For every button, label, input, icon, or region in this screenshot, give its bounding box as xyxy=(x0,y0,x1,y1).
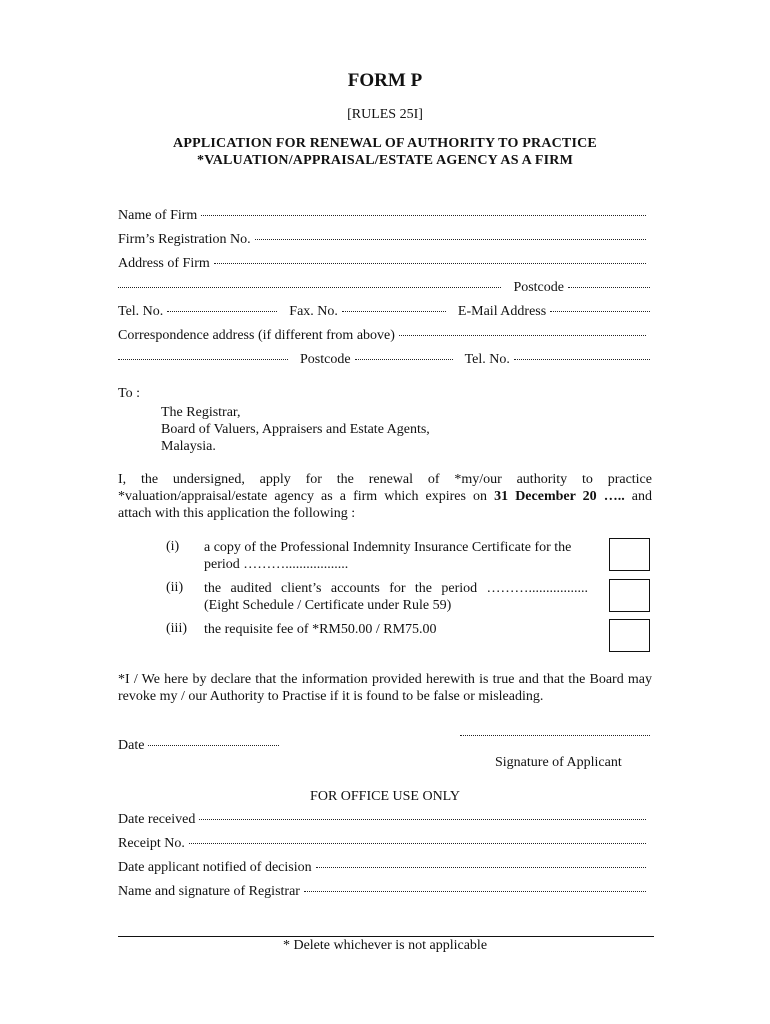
registrar-field[interactable] xyxy=(118,884,650,902)
postcode-line[interactable] xyxy=(568,287,650,288)
declaration-line-1: *I / We here by declare that the information provided herewith is true and that the Board may xyxy=(118,672,652,687)
item-3-number: (iii) xyxy=(166,621,187,636)
name-of-firm-line[interactable] xyxy=(201,215,646,216)
item-1-line-1: a copy of the Professional Indemnity Insurance Certificate for the xyxy=(204,540,572,555)
address-field[interactable] xyxy=(118,256,650,274)
receipt-no-label: Receipt No. xyxy=(118,836,185,851)
declaration xyxy=(118,671,652,705)
item-2-checkbox[interactable] xyxy=(609,579,650,612)
date-received-field[interactable] xyxy=(118,812,650,830)
fax-label: Fax. No. xyxy=(289,304,338,319)
registration-no-label: Firm’s Registration No. xyxy=(118,232,251,247)
correspondence-line-1[interactable] xyxy=(399,335,646,336)
item-2-number: (ii) xyxy=(166,580,184,595)
email-line[interactable] xyxy=(550,311,650,312)
office-use-title: FOR OFFICE USE ONLY xyxy=(310,789,460,804)
item-1-checkbox[interactable] xyxy=(609,538,650,571)
registration-no-line[interactable] xyxy=(255,239,646,240)
signature-label: Signature of Applicant xyxy=(495,755,622,770)
address-line-2[interactable] xyxy=(118,287,501,288)
form-heading xyxy=(0,135,770,169)
heading-line-1: APPLICATION FOR RENEWAL OF AUTHORITY TO PRACTICE xyxy=(173,136,597,151)
addressee-block xyxy=(161,404,430,455)
item-2-line-2: (Eight Schedule / Certificate under Rule 59) xyxy=(204,598,452,613)
date-notified-field[interactable] xyxy=(118,860,650,878)
item-3-text xyxy=(204,621,588,638)
form-title: FORM P xyxy=(347,70,423,91)
receipt-no-line[interactable] xyxy=(189,843,646,844)
postcode2-label: Postcode xyxy=(300,352,351,367)
statement-line-2-post: and xyxy=(624,489,653,504)
item-1-line-2: period ……….................. xyxy=(204,557,349,572)
address-line-1[interactable] xyxy=(214,263,646,264)
date-line[interactable] xyxy=(148,745,279,746)
to-label: To : xyxy=(118,386,140,401)
date-received-label: Date received xyxy=(118,812,196,827)
item-2-text xyxy=(204,580,588,614)
rules-reference: [RULES 25I] xyxy=(347,107,423,122)
date-notified-line[interactable] xyxy=(316,867,646,868)
address-label: Address of Firm xyxy=(118,256,210,271)
addressee-line-1: The Registrar, xyxy=(161,405,241,420)
registrar-label: Name and signature of Registrar xyxy=(118,884,300,899)
item-3-line-1: the requisite fee of *RM50.00 / RM75.00 xyxy=(204,622,437,637)
item-3-checkbox[interactable] xyxy=(609,619,650,652)
signature-field[interactable] xyxy=(460,738,650,756)
footnote: * Delete whichever is not applicable xyxy=(282,938,488,953)
correspondence-row-2[interactable] xyxy=(118,352,650,370)
signature-line[interactable] xyxy=(460,735,650,736)
name-of-firm-label: Name of Firm xyxy=(118,208,198,223)
statement-line-2 xyxy=(118,488,652,505)
date-field[interactable] xyxy=(118,738,283,756)
item-1-text xyxy=(204,539,588,573)
date-label: Date xyxy=(118,738,145,753)
registration-no-field[interactable] xyxy=(118,232,650,250)
correspondence-line-2[interactable] xyxy=(118,359,288,360)
tel-line[interactable] xyxy=(167,311,277,312)
item-2-line-1: the audited client’s accounts for the period ………................. xyxy=(204,581,588,596)
receipt-no-field[interactable] xyxy=(118,836,650,854)
declaration-line-2: revoke my / our Authority to Practise if it is found to be false or misleading. xyxy=(118,689,544,704)
item-1-number: (i) xyxy=(166,539,180,554)
tel2-line[interactable] xyxy=(514,359,650,360)
expiry-date: 31 December 20 ….. xyxy=(494,489,625,504)
date-notified-label: Date applicant notified of decision xyxy=(118,860,312,875)
statement-line-2-pre: *valuation/appraisal/estate agency as a firm which expires on xyxy=(118,489,495,504)
fax-line[interactable] xyxy=(342,311,446,312)
heading-line-2: *VALUATION/APPRAISAL/ESTATE AGENCY AS A FIRM xyxy=(197,153,573,168)
tel-label: Tel. No. xyxy=(118,304,164,319)
addressee-line-3: Malaysia. xyxy=(161,439,216,454)
postcode2-line[interactable] xyxy=(355,359,453,360)
registrar-line[interactable] xyxy=(304,891,646,892)
addressee-line-2: Board of Valuers, Appraisers and Estate Agents, xyxy=(161,422,430,437)
email-label: E-Mail Address xyxy=(457,304,547,319)
footnote-divider xyxy=(118,936,654,937)
statement-line-1: I, the undersigned, apply for the renewal of *my/our authority to practice xyxy=(118,472,652,487)
postcode-label: Postcode xyxy=(513,280,564,295)
statement-line-3: attach with this application the following : xyxy=(118,506,356,521)
application-statement xyxy=(118,471,652,522)
tel2-label: Tel. No. xyxy=(464,352,510,367)
date-received-line[interactable] xyxy=(199,819,646,820)
name-of-firm-field[interactable] xyxy=(118,208,650,226)
correspondence-label: Correspondence address (if different from above) xyxy=(118,328,395,343)
contact-row[interactable] xyxy=(118,304,650,322)
address-postcode-row[interactable] xyxy=(118,280,650,298)
correspondence-field[interactable] xyxy=(118,328,650,346)
